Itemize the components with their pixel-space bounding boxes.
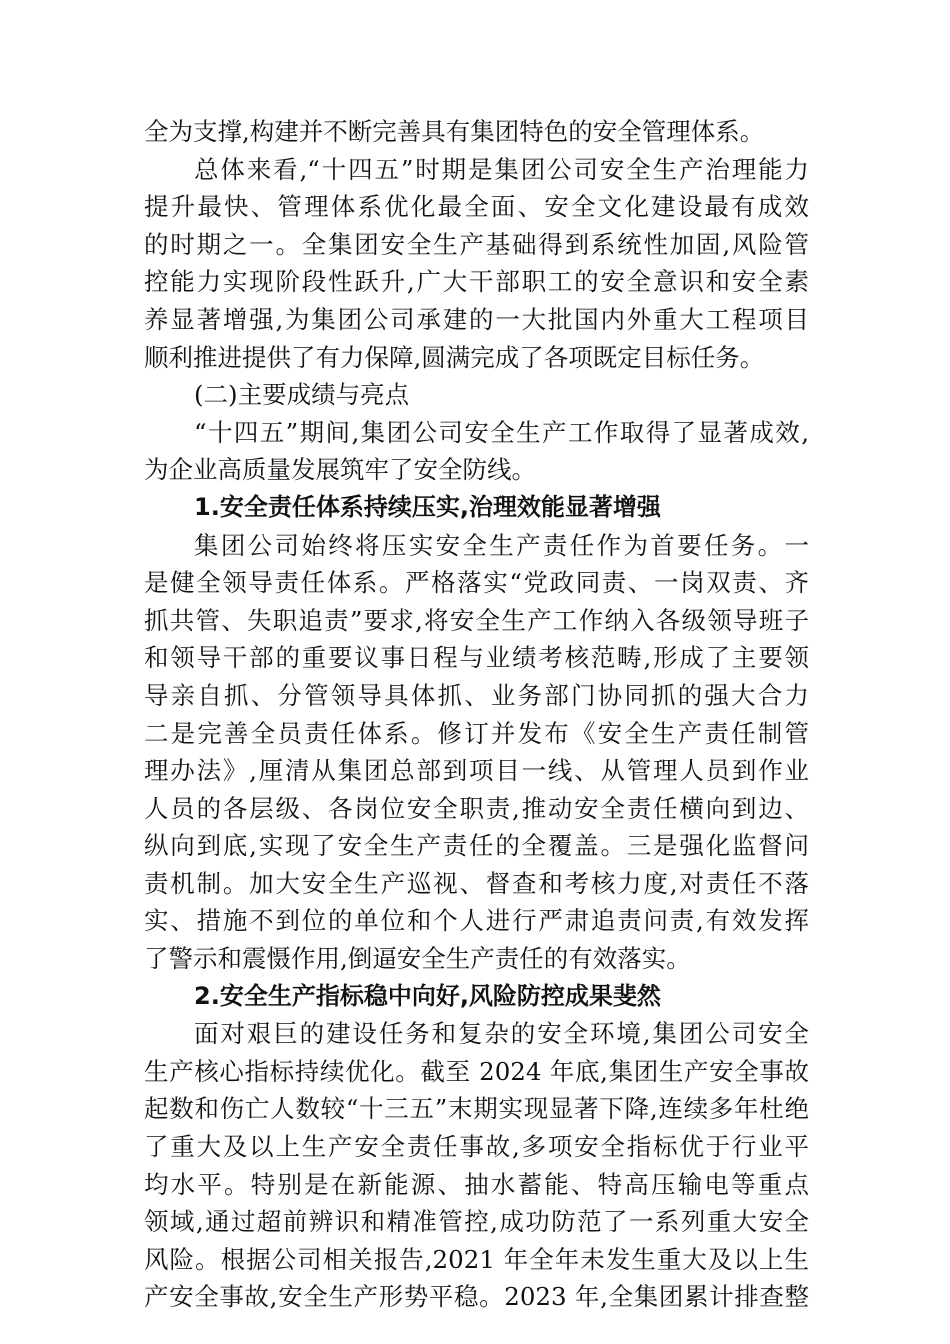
paragraph-line: 顺利推进提供了有力保障,圆满完成了各项既定目标任务。 bbox=[144, 342, 765, 372]
paragraph-line: 了重大及以上生产安全责任事故,多项安全指标优于行业平 bbox=[144, 1132, 809, 1162]
section-heading: (二)主要成绩与亮点 bbox=[194, 380, 410, 410]
paragraph-line: 是健全领导责任体系。严格落实“党政同责、一岗双责、齐 bbox=[144, 568, 809, 598]
paragraph-line: 控能力实现阶段性跃升,广大干部职工的安全意识和安全素 bbox=[144, 267, 809, 297]
paragraph-line: 责机制。加大安全生产巡视、督查和考核力度,对责任不落 bbox=[144, 868, 809, 898]
paragraph-line: 导亲自抓、分管领导具体抓、业务部门协同抓的强大合力 bbox=[144, 680, 809, 710]
paragraph-line: 领域,通过超前辨识和精准管控,成功防范了一系列重大安全 bbox=[144, 1207, 809, 1237]
paragraph-line: 提升最快、管理体系优化最全面、安全文化建设最有成效 bbox=[144, 192, 809, 222]
paragraph-line: 风险。根据公司相关报告,2021 年全年未发生重大及以上生 bbox=[144, 1244, 809, 1274]
paragraph-line: 全为支撑,构建并不断完善具有集团特色的安全管理体系。 bbox=[144, 117, 765, 146]
paragraph-line: 二是完善全员责任体系。修订并发布《安全生产责任制管 bbox=[144, 718, 809, 748]
paragraph-line: 产安全事故,安全生产形势平稳。2023 年,全集团累计排查整 bbox=[144, 1282, 809, 1312]
paragraph-line: 总体来看,“十四五”时期是集团公司安全生产治理能力 bbox=[194, 154, 809, 184]
paragraph-line: 纵向到底,实现了安全生产责任的全覆盖。三是强化监督问 bbox=[144, 831, 809, 861]
paragraph-line: 和领导干部的重要议事日程与业绩考核范畴,形成了主要领 bbox=[144, 643, 809, 673]
paragraph-line: 抓共管、失职追责”要求,将安全生产工作纳入各级领导班子 bbox=[144, 605, 809, 635]
paragraph-line: 均水平。特别是在新能源、抽水蓄能、特高压输电等重点 bbox=[144, 1169, 809, 1199]
paragraph-line: 起数和伤亡人数较“十三五”末期实现显著下降,连续多年杜绝 bbox=[144, 1094, 809, 1124]
paragraph-line: 人员的各层级、各岗位安全职责,推动安全责任横向到边、 bbox=[144, 793, 809, 823]
paragraph-line: 的时期之一。全集团安全生产基础得到系统性加固,风险管 bbox=[144, 229, 809, 259]
paragraph-line: 为企业高质量发展筑牢了安全防线。 bbox=[144, 455, 536, 485]
subsection-heading: 2.安全生产指标稳中向好,风险防控成果斐然 bbox=[194, 981, 661, 1010]
paragraph-line: 养显著增强,为集团公司承建的一大批国内外重大工程项目 bbox=[144, 304, 809, 334]
subsection-heading: 1.安全责任体系持续压实,治理效能显著增强 bbox=[194, 492, 661, 521]
paragraph-line: 面对艰巨的建设任务和复杂的安全环境,集团公司安全 bbox=[194, 1019, 809, 1049]
paragraph-line: 了警示和震慑作用,倒逼安全生产责任的有效落实。 bbox=[144, 944, 691, 974]
paragraph-line: 生产核心指标持续优化。截至 2024 年底,集团生产安全事故 bbox=[144, 1056, 809, 1086]
paragraph-line: 理办法》,厘清从集团总部到项目一线、从管理人员到作业 bbox=[144, 756, 809, 786]
paragraph-line: 集团公司始终将压实安全生产责任作为首要任务。一 bbox=[194, 530, 809, 560]
document-body bbox=[144, 113, 809, 1316]
paragraph-line: “十四五”期间,集团公司安全生产工作取得了显著成效, bbox=[194, 417, 809, 447]
paragraph-line: 实、措施不到位的单位和个人进行严肃追责问责,有效发挥 bbox=[144, 906, 809, 936]
